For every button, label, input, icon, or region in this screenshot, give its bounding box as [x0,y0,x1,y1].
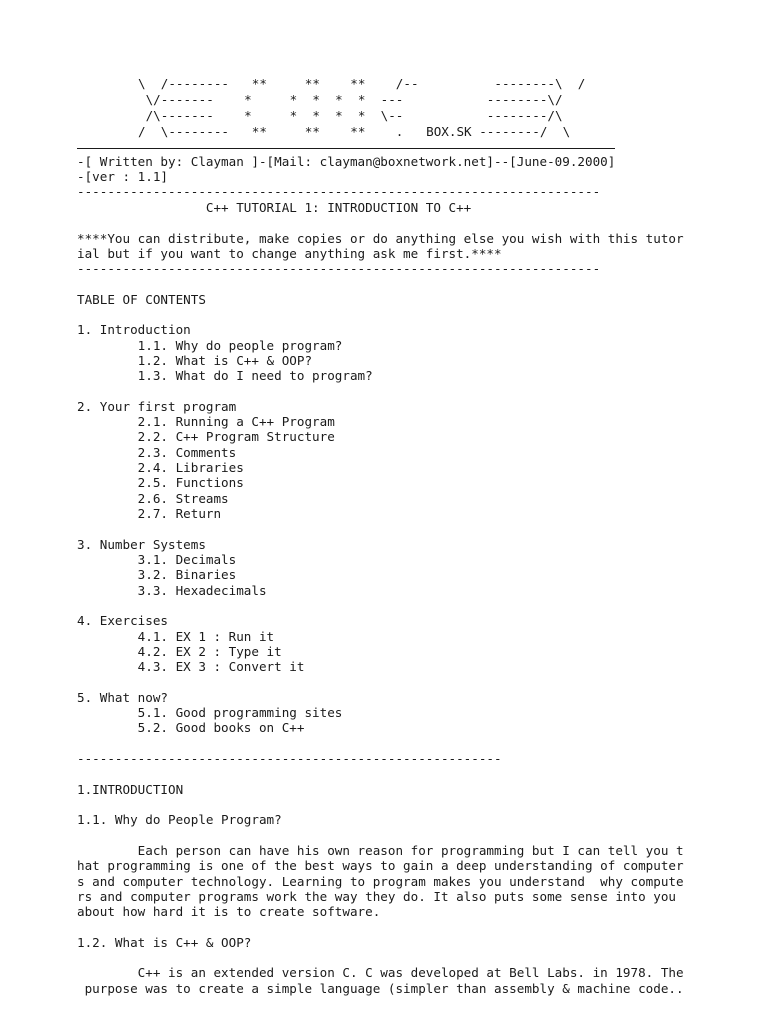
toc-item: 2.6. Streams [77,491,229,506]
subsection-heading: 1.1. Why do People Program? [77,812,282,827]
toc-item: 1.2. What is C++ & OOP? [77,353,313,368]
paragraph-line: about how hard it is to create software. [77,904,381,919]
toc-item: 2.7. Return [77,506,222,521]
notice-line-2: ial but if you want to change anything ask me first.**** [77,246,502,261]
subsection-heading: 1.2. What is C++ & OOP? [77,935,252,950]
paragraph-line: purpose was to create a simple language (simpler than assembly & machine code.. [77,981,684,996]
toc-section-5: 5. What now? [77,690,168,705]
toc-item: 3.2. Binaries [77,567,237,582]
toc-item: 4.2. EX 2 : Type it [77,644,282,659]
toc-item: 5.2. Good books on C++ [77,720,305,735]
section-heading-introduction: 1.INTRODUCTION [77,782,184,797]
header-underline [77,148,615,149]
toc-item: 2.1. Running a C++ Program [77,414,335,429]
paragraph-line: hat programming is one of the best ways to gain a deep understanding of computer [77,858,684,873]
toc-item: 2.2. C++ Program Structure [77,429,335,444]
toc-item: 2.3. Comments [77,445,237,460]
document-title: C++ TUTORIAL 1: INTRODUCTION TO C++ [77,200,472,215]
toc-section-1: 1. Introduction [77,322,191,337]
toc-section-2: 2. Your first program [77,399,237,414]
paragraph-line: Each person can have his own reason for programming but I can tell you t [77,843,684,858]
toc-item: 3.3. Hexadecimals [77,583,267,598]
version-line: -[ver : 1.1] [77,169,168,184]
toc-item: 1.1. Why do people program? [77,338,343,353]
toc-item: 2.4. Libraries [77,460,244,475]
paragraph-line: s and computer technology. Learning to program makes you understand why compute [77,874,684,889]
ascii-banner-line-3: /\------- * * * * * \-- --------/\ [138,108,563,123]
toc-heading: TABLE OF CONTENTS [77,292,206,307]
dash-divider: --------------------------------------------------------------------- [77,261,601,276]
author-line: -[ Written by: Clayman ]-[Mail: clayman@boxnetwork.net]--[June-09.2000] [77,154,616,169]
ascii-banner-line-1: \ /-------- ** ** ** /-- --------\ / [138,76,586,91]
toc-item: 2.5. Functions [77,475,244,490]
paragraph-line: rs and computer programs work the way they do. It also puts some sense into you [77,889,676,904]
notice-line-1: ****You can distribute, make copies or do anything else you wish with this tutor [77,231,684,246]
toc-item: 1.3. What do I need to program? [77,368,373,383]
toc-item: 5.1. Good programming sites [77,705,343,720]
toc-item: 4.3. EX 3 : Convert it [77,659,305,674]
ascii-banner-line-2: \/------- * * * * * --- --------\/ [138,92,563,107]
toc-item: 4.1. EX 1 : Run it [77,629,275,644]
toc-section-4: 4. Exercises [77,613,168,628]
ascii-banner-line-4: / \-------- ** ** ** . BOX.SK --------/ \ [138,124,571,139]
dash-divider: -------------------------------------------------------- [77,751,502,766]
toc-section-3: 3. Number Systems [77,537,206,552]
paragraph-line: C++ is an extended version C. C was developed at Bell Labs. in 1978. The [77,965,684,980]
toc-item: 3.1. Decimals [77,552,237,567]
dash-divider: --------------------------------------------------------------------- [77,184,601,199]
